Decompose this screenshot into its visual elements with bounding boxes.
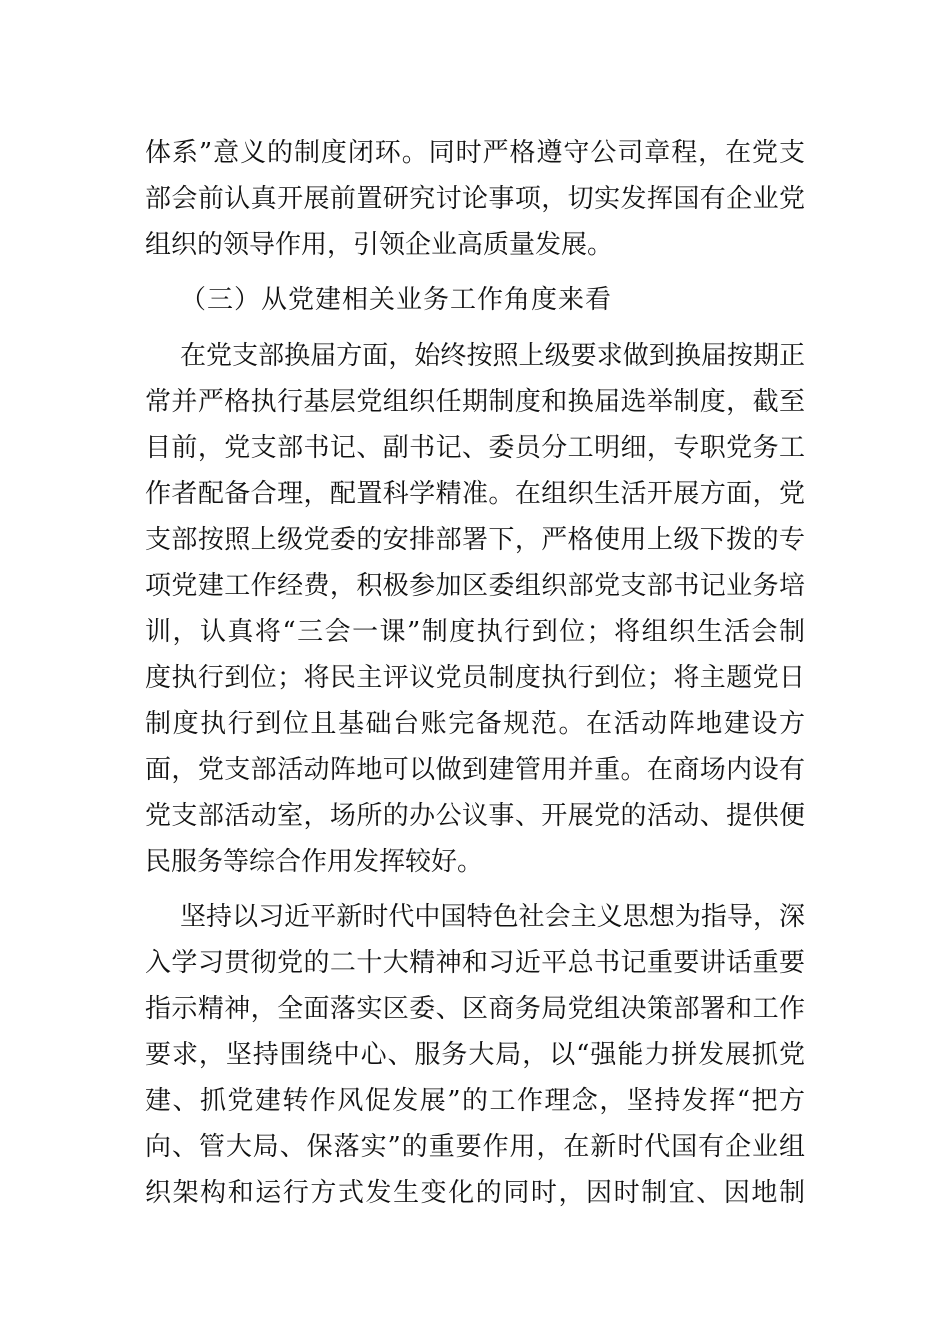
paragraph-2-line-2: 常并严格执行基层党组织任期制度和换届选举制度，截至 [145, 387, 805, 417]
paragraph-3-line-3: 指示精神，全面落实区委、区商务局党组决策部署和工作 [145, 994, 805, 1024]
paragraph-2-line-4: 作者配备合理，配置科学精准。在组织生活开展方面，党 [145, 479, 805, 509]
paragraph-2-line-5: 支部按照上级党委的安排部署下，严格使用上级下拨的专 [145, 525, 805, 555]
paragraph-3-line-4: 要求，坚持围绕中心、服务大局，以“强能力拼发展抓党 [145, 1040, 805, 1070]
section-heading-3: （三）从党建相关业务工作角度来看 [180, 285, 613, 315]
paragraph-3-line-2: 入学习贯彻党的二十大精神和习近平总书记重要讲话重要 [145, 948, 805, 978]
paragraph-3-line-6: 向、管大局、保落实”的重要作用，在新时代国有企业组 [145, 1132, 805, 1162]
paragraph-2-line-6: 项党建工作经费，积极参加区委组织部党支部书记业务培 [145, 571, 805, 601]
paragraph-2-line-9: 制度执行到位且基础台账完备规范。在活动阵地建设方 [145, 709, 805, 739]
paragraph-3-line-5: 建、抓党建转作风促发展”的工作理念，坚持发挥“把方 [145, 1086, 805, 1116]
paragraph-2-line-10: 面，党支部活动阵地可以做到建管用并重。在商场内设有 [145, 755, 805, 785]
paragraph-3-line-7: 织架构和运行方式发生变化的同时，因时制宜、因地制 [145, 1178, 805, 1208]
paragraph-2-line-1: 在党支部换届方面，始终按照上级要求做到换届按期正 [180, 341, 805, 371]
paragraph-2-line-11: 党支部活动室，场所的办公议事、开展党的活动、提供便 [145, 801, 805, 831]
paragraph-3-line-1: 坚持以习近平新时代中国特色社会主义思想为指导，深 [180, 902, 805, 932]
paragraph-1-line-2: 部会前认真开展前置研究讨论事项，切实发挥国有企业党 [145, 184, 805, 214]
paragraph-1-line-1: 体系”意义的制度闭环。同时严格遵守公司章程，在党支 [145, 138, 805, 168]
paragraph-2-line-7: 训，认真将“三会一课”制度执行到位；将组织生活会制 [145, 617, 805, 647]
paragraph-1-line-3: 组织的领导作用，引领企业高质量发展。 [145, 230, 614, 260]
paragraph-2-line-12: 民服务等综合作用发挥较好。 [145, 847, 484, 877]
paragraph-2-line-8: 度执行到位；将民主评议党员制度执行到位；将主题党日 [145, 663, 805, 693]
paragraph-2-line-3: 目前，党支部书记、副书记、委员分工明细，专职党务工 [145, 433, 805, 463]
